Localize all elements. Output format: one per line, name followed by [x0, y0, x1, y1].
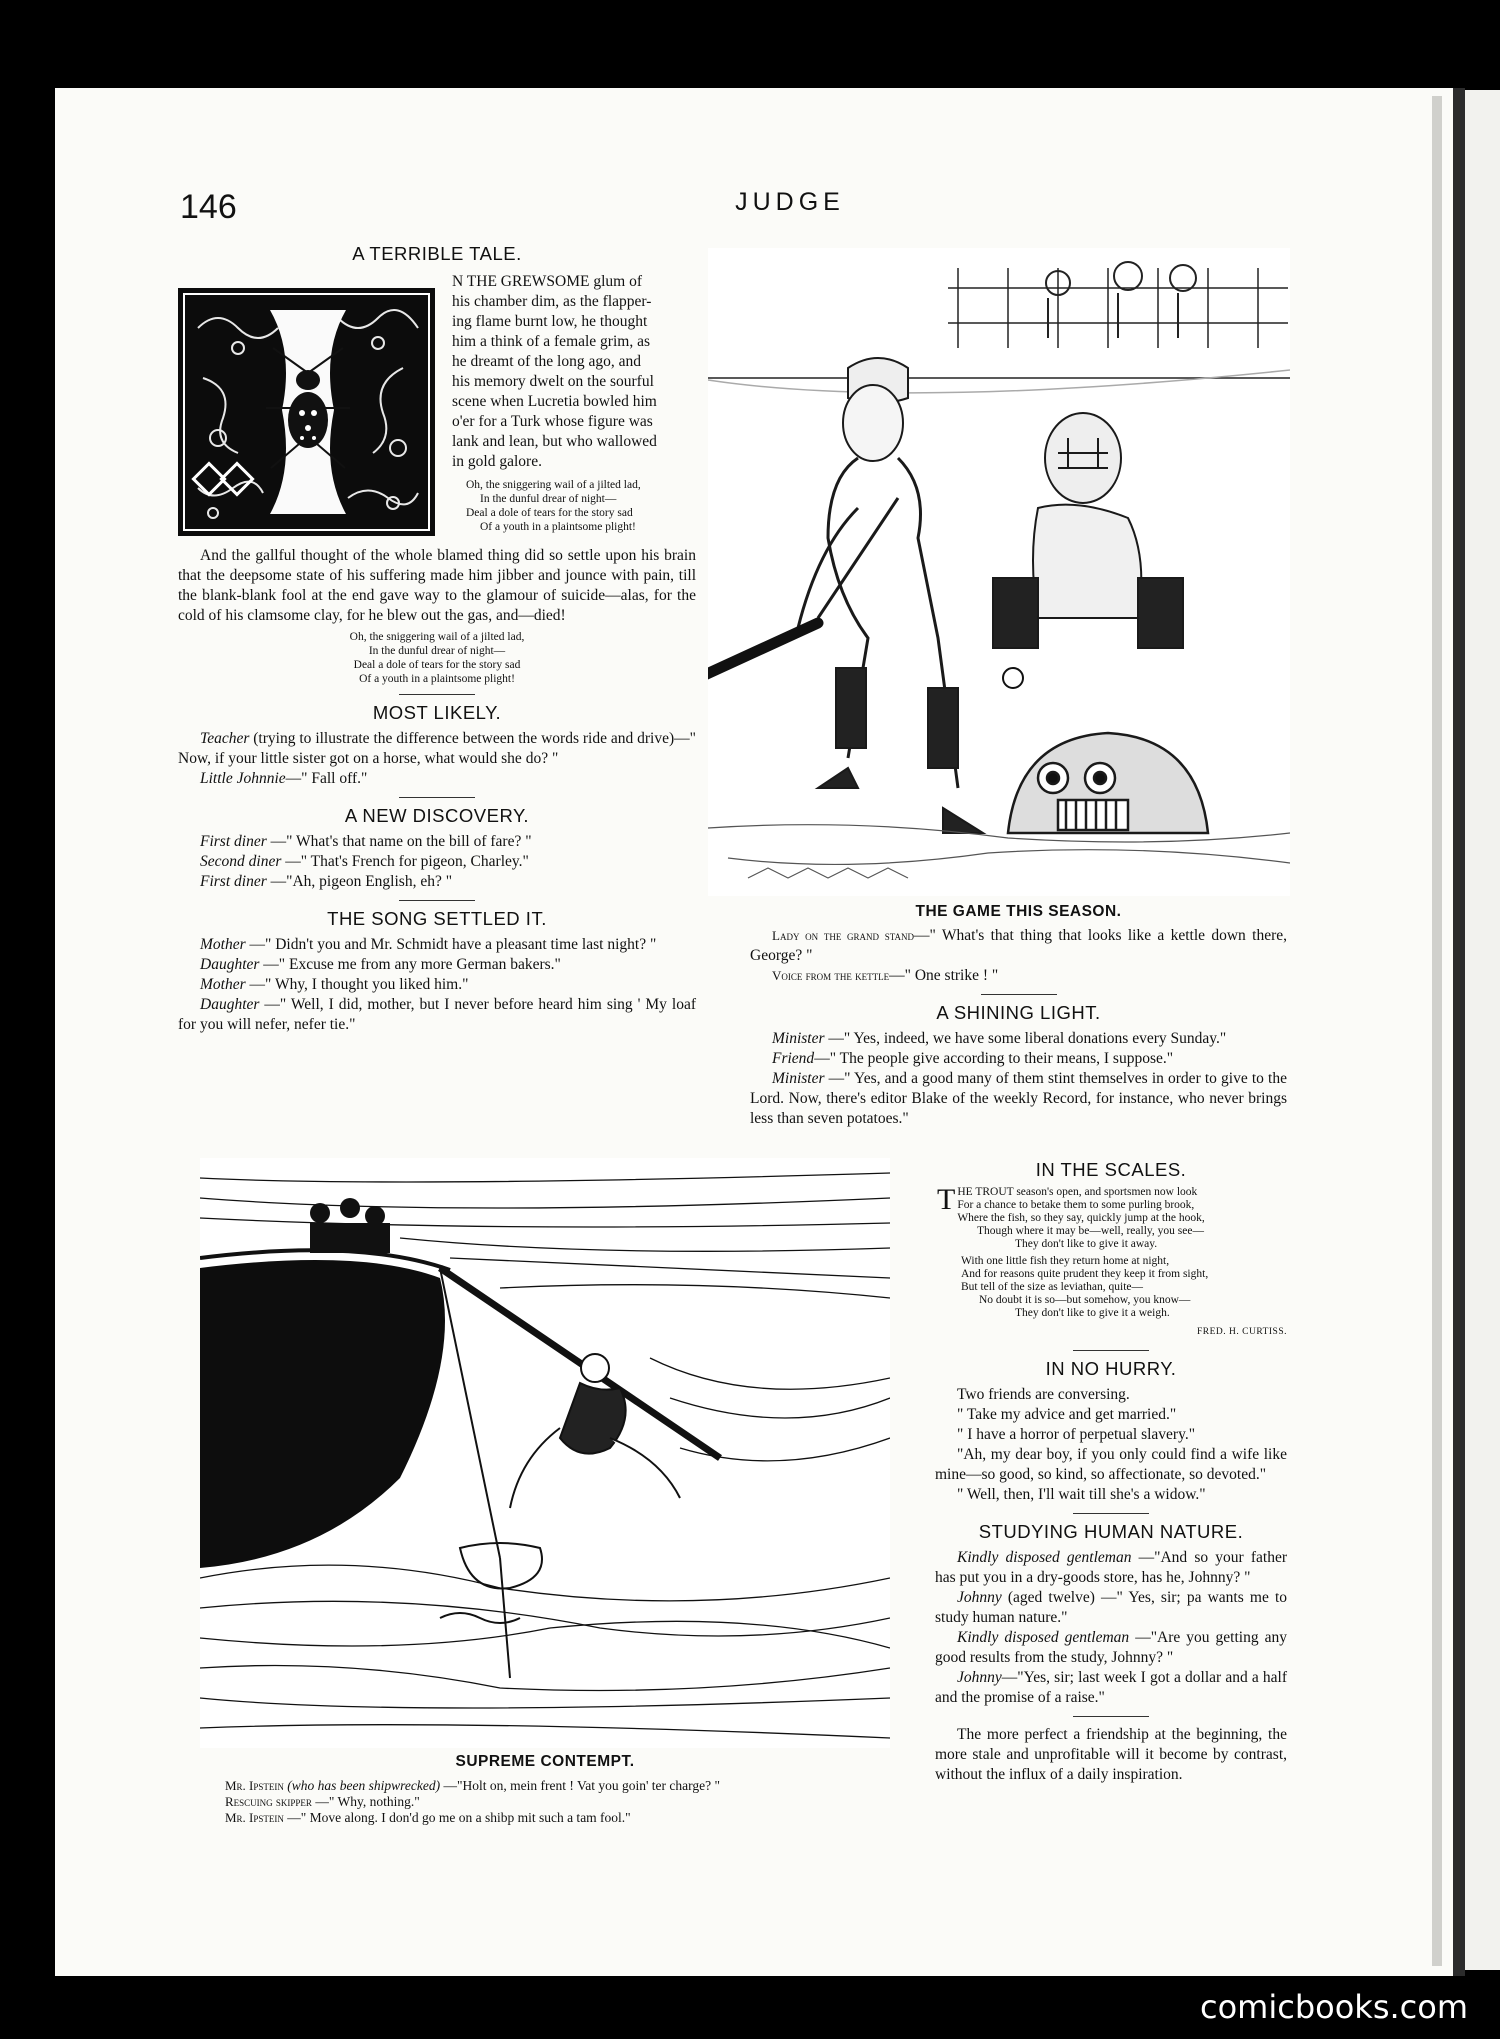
dialogue-line	[225, 1794, 890, 1810]
game-season-line-2	[750, 966, 1287, 986]
dialogue-line	[178, 729, 696, 769]
dialogue-line	[750, 1029, 1287, 1049]
speaker: First diner	[200, 873, 267, 890]
speaker: Little Johnnie	[200, 770, 286, 787]
supreme-contempt-block	[200, 1752, 890, 1826]
verse-line: Deal a dole of tears for the story sad	[353, 659, 521, 671]
stage-direction: (who has been shipwrecked)	[287, 1778, 441, 1793]
dialogue-text: —" Yes, indeed, we have some liberal donations every Sunday."	[824, 1030, 1227, 1047]
divider	[1073, 1513, 1149, 1514]
no-hurry-line: " Take my advice and get married."	[957, 1406, 1177, 1423]
speaker: First diner	[200, 833, 267, 850]
dialogue-text: —" What's that name on the bill of fare? "	[266, 833, 532, 850]
verse-line: And for reasons quite prudent they keep it from sight,	[961, 1268, 1209, 1280]
speaker: Mr. Ipstein	[225, 1810, 284, 1825]
speaker: Second diner	[200, 853, 282, 870]
speaker: Rescuing skipper	[225, 1794, 312, 1809]
speaker: Minister	[772, 1030, 825, 1047]
shipwreck-illustration	[200, 1158, 890, 1748]
speaker: Friend	[772, 1050, 815, 1067]
most-likely-title: MOST LIKELY.	[372, 702, 502, 723]
terrible-tale-title: A TERRIBLE TALE.	[352, 243, 522, 264]
next-page-edge	[1465, 90, 1500, 1970]
dialogue-text: —" Why, I thought you liked him."	[245, 976, 469, 993]
dialogue-text: —" The people give according to their means, I suppose."	[814, 1050, 1174, 1067]
no-hurry-line: "Ah, my dear boy, if you only could find a wife like mine—so good, so kind, so affectionate, so devoted."	[935, 1446, 1287, 1483]
verse-line: In the dunful drear of night—	[480, 493, 617, 505]
spider-ornament-icon	[178, 288, 435, 536]
tale-line: his chamber dim, as the flapper-	[452, 293, 652, 310]
terrible-tale-title-wrap	[178, 244, 696, 270]
dialogue-line	[935, 1588, 1287, 1628]
verse-line: Oh, the sniggering wail of a jilted lad,	[466, 479, 641, 491]
tale-verse-1	[452, 478, 697, 534]
dialogue-text: —" Didn't you and Mr. Schmidt have a pleasant time last night? "	[245, 936, 657, 953]
dialogue-text: —" What's that thing that looks like a kettle down there, George? "	[750, 927, 1287, 964]
song-settled-title: THE SONG SETTLED IT.	[327, 908, 547, 929]
tale-line: scene when Lucretia bowled him	[452, 393, 657, 410]
tale-paragraph-2: And the gallful thought of the whole blamed thing did so settle upon his brain that the deepsome state of his suffering made him jibber and jounce with pain, till the blank-blank fool at the end gave way to the glamour of suicide—alas, for the cold of his clamsome clay, for he blew out the gas, and—died!	[178, 547, 696, 624]
tale-line: his memory dwelt on the sourful	[452, 373, 654, 390]
shipwreck-drawing	[200, 1158, 890, 1748]
baseball-drawing	[708, 248, 1290, 896]
dialogue-line	[225, 1778, 890, 1794]
dialogue-text: —"Yes, sir; last week I got a dollar and a half and the promise of a raise."	[935, 1669, 1287, 1706]
dialogue-text: —" Why, nothing."	[311, 1794, 420, 1809]
right-column-bottom	[935, 1160, 1287, 1785]
verse-line: Of a youth in a plaintsome plight!	[480, 521, 636, 533]
baseball-illustration	[708, 248, 1290, 896]
watermark: comicbooks.com	[1200, 1988, 1469, 2026]
verse-line: Though where it may be—well, really, you see—	[977, 1225, 1204, 1237]
tale-line: N THE GREWSOME glum of	[452, 273, 643, 290]
verse-line: Where the fish, so they say, quickly jump at the hook,	[957, 1212, 1205, 1224]
dialogue-line	[750, 1049, 1287, 1069]
speaker: Johnny	[957, 1589, 1002, 1606]
game-season-caption: THE GAME THIS SEASON.	[915, 903, 1122, 920]
divider	[1073, 1716, 1149, 1717]
dialogue-line	[178, 975, 696, 995]
dialogue-text: (trying to illustrate the difference between the words ride and drive)—" Now, if your little sister got on a horse, what would she do? "	[178, 730, 696, 767]
verse-line: Oh, the sniggering wail of a jilted lad,	[349, 631, 525, 643]
dialogue-text: —"Ah, pigeon English, eh? "	[266, 873, 453, 890]
dialogue-text: —" That's French for pigeon, Charley."	[281, 853, 529, 870]
divider	[399, 694, 475, 695]
verse-line: No doubt it is so—but somehow, you know—	[979, 1294, 1191, 1306]
speaker: Kindly disposed gentleman	[957, 1629, 1130, 1646]
page-gutter	[1432, 96, 1442, 1966]
tale-line: ing flame burnt low, he thought	[452, 313, 648, 330]
human-nature-title: STUDYING HUMAN NATURE.	[978, 1521, 1244, 1542]
verse-line: They don't like to give it a weigh.	[1015, 1307, 1170, 1319]
no-hurry-line: " Well, then, I'll wait till she's a widow."	[957, 1486, 1206, 1503]
page-number: 146	[180, 188, 237, 226]
dialogue-line	[178, 769, 696, 789]
dialogue-line	[178, 872, 696, 892]
divider	[1073, 1350, 1149, 1351]
dialogue-text: (aged twelve) —" Yes, sir; pa wants me to study human nature."	[935, 1589, 1287, 1626]
speaker: Teacher	[200, 730, 250, 747]
no-hurry-line: Two friends are conversing.	[957, 1386, 1130, 1403]
tale-line: him a think of a female grim, as	[452, 333, 650, 350]
dialogue-text: —" Move along. I don'd go me on a shibp mit such a tam fool."	[283, 1810, 631, 1825]
verse-line: HE TROUT season's open, and sportsmen now look	[957, 1186, 1198, 1198]
divider	[399, 900, 475, 901]
game-season-line-1	[750, 926, 1287, 966]
divider	[981, 994, 1057, 995]
scales-drop-letter: T	[937, 1183, 956, 1216]
decorated-dropcap	[178, 288, 435, 536]
new-discovery-title: A NEW DISCOVERY.	[344, 805, 530, 826]
speaker: Mother	[200, 936, 246, 953]
tale-line: o'er for a Turk whose figure was	[452, 413, 653, 430]
tale-line: he dreamt of the long ago, and	[452, 353, 641, 370]
left-column	[178, 546, 696, 1035]
dialogue-text: —" Well, I did, mother, but I never before heard him sing ' My loaf for you will nefer, nefer tie."	[178, 996, 696, 1033]
tale-line: lank and lean, but who wallowed	[452, 433, 657, 450]
dialogue-text: —" Fall off."	[285, 770, 368, 787]
dialogue-line	[935, 1548, 1287, 1588]
verse-line: Of a youth in a plaintsome plight!	[359, 673, 515, 685]
dialogue-line	[178, 832, 696, 852]
speaker: Daughter	[200, 956, 260, 973]
friendship-paragraph: The more perfect a friendship at the beginning, the more stale and unprofitable will it become by contrast, without the influx of a daily inspiration.	[935, 1726, 1287, 1783]
speaker: Kindly disposed gentleman	[957, 1549, 1132, 1566]
speaker: Mr. Ipstein	[225, 1778, 284, 1793]
dialogue-line	[178, 935, 696, 955]
verse-line: They don't like to give it away.	[1015, 1238, 1158, 1250]
dialogue-line	[935, 1628, 1287, 1668]
tale-line: in gold galore.	[452, 453, 542, 470]
divider	[399, 797, 475, 798]
tale-verse-2	[178, 630, 696, 686]
verse-line: In the dunful drear of night—	[368, 645, 506, 657]
speaker: Minister	[772, 1070, 825, 1087]
verse-line: Deal a dole of tears for the story sad	[466, 507, 633, 519]
dialogue-text: —" Yes, and a good many of them stint themselves in order to give to the Lord. Now, there's editor Blake of the weekly Record, for instance, who never brings less than seven potatoes."	[750, 1070, 1287, 1127]
no-hurry-line: " I have a horror of perpetual slavery."	[957, 1426, 1196, 1443]
right-column-top	[750, 902, 1287, 1129]
dialogue-text: —"Are you getting any good results from the study, Johnny? "	[935, 1629, 1287, 1666]
speaker: Lady on the grand stand	[772, 928, 915, 943]
in-the-scales-title: IN THE SCALES.	[1035, 1159, 1187, 1180]
magazine-title: JUDGE	[735, 188, 845, 216]
speaker: Johnny	[957, 1669, 1002, 1686]
verse-line: For a chance to betake them to some purling brook,	[957, 1199, 1195, 1211]
speaker: Daughter	[200, 996, 260, 1013]
dialogue-line	[178, 852, 696, 872]
dialogue-text: —" Excuse me from any more German bakers."	[259, 956, 561, 973]
shining-light-title: A SHINING LIGHT.	[936, 1002, 1101, 1023]
dialogue-line	[225, 1810, 890, 1826]
dialogue-line	[178, 995, 696, 1035]
scales-author: FRED. H. CURTISS.	[1196, 1327, 1287, 1337]
dialogue-line	[750, 1069, 1287, 1129]
supreme-contempt-dialogue	[200, 1778, 890, 1826]
terrible-tale-opening	[452, 272, 697, 534]
verse-line: With one little fish they return home at night,	[961, 1255, 1170, 1267]
dialogue-text: —"Holt on, mein frent ! Vat you goin' ter charge? "	[440, 1778, 721, 1793]
dialogue-text: —" One strike ! "	[889, 967, 999, 984]
page-edge	[1453, 88, 1465, 1976]
no-hurry-title: IN NO HURRY.	[1045, 1358, 1177, 1379]
dialogue-line	[178, 955, 696, 975]
speaker: Voice from the kettle	[772, 968, 890, 983]
dialogue-text: —"And so your father has put you in a dry-goods store, has he, Johnny? "	[935, 1549, 1287, 1586]
scales-verse	[935, 1183, 1287, 1342]
dialogue-line	[935, 1668, 1287, 1708]
verse-line: But tell of the size as leviathan, quite—	[961, 1281, 1144, 1293]
supreme-contempt-caption: SUPREME CONTEMPT.	[455, 1753, 635, 1770]
speaker: Mother	[200, 976, 246, 993]
